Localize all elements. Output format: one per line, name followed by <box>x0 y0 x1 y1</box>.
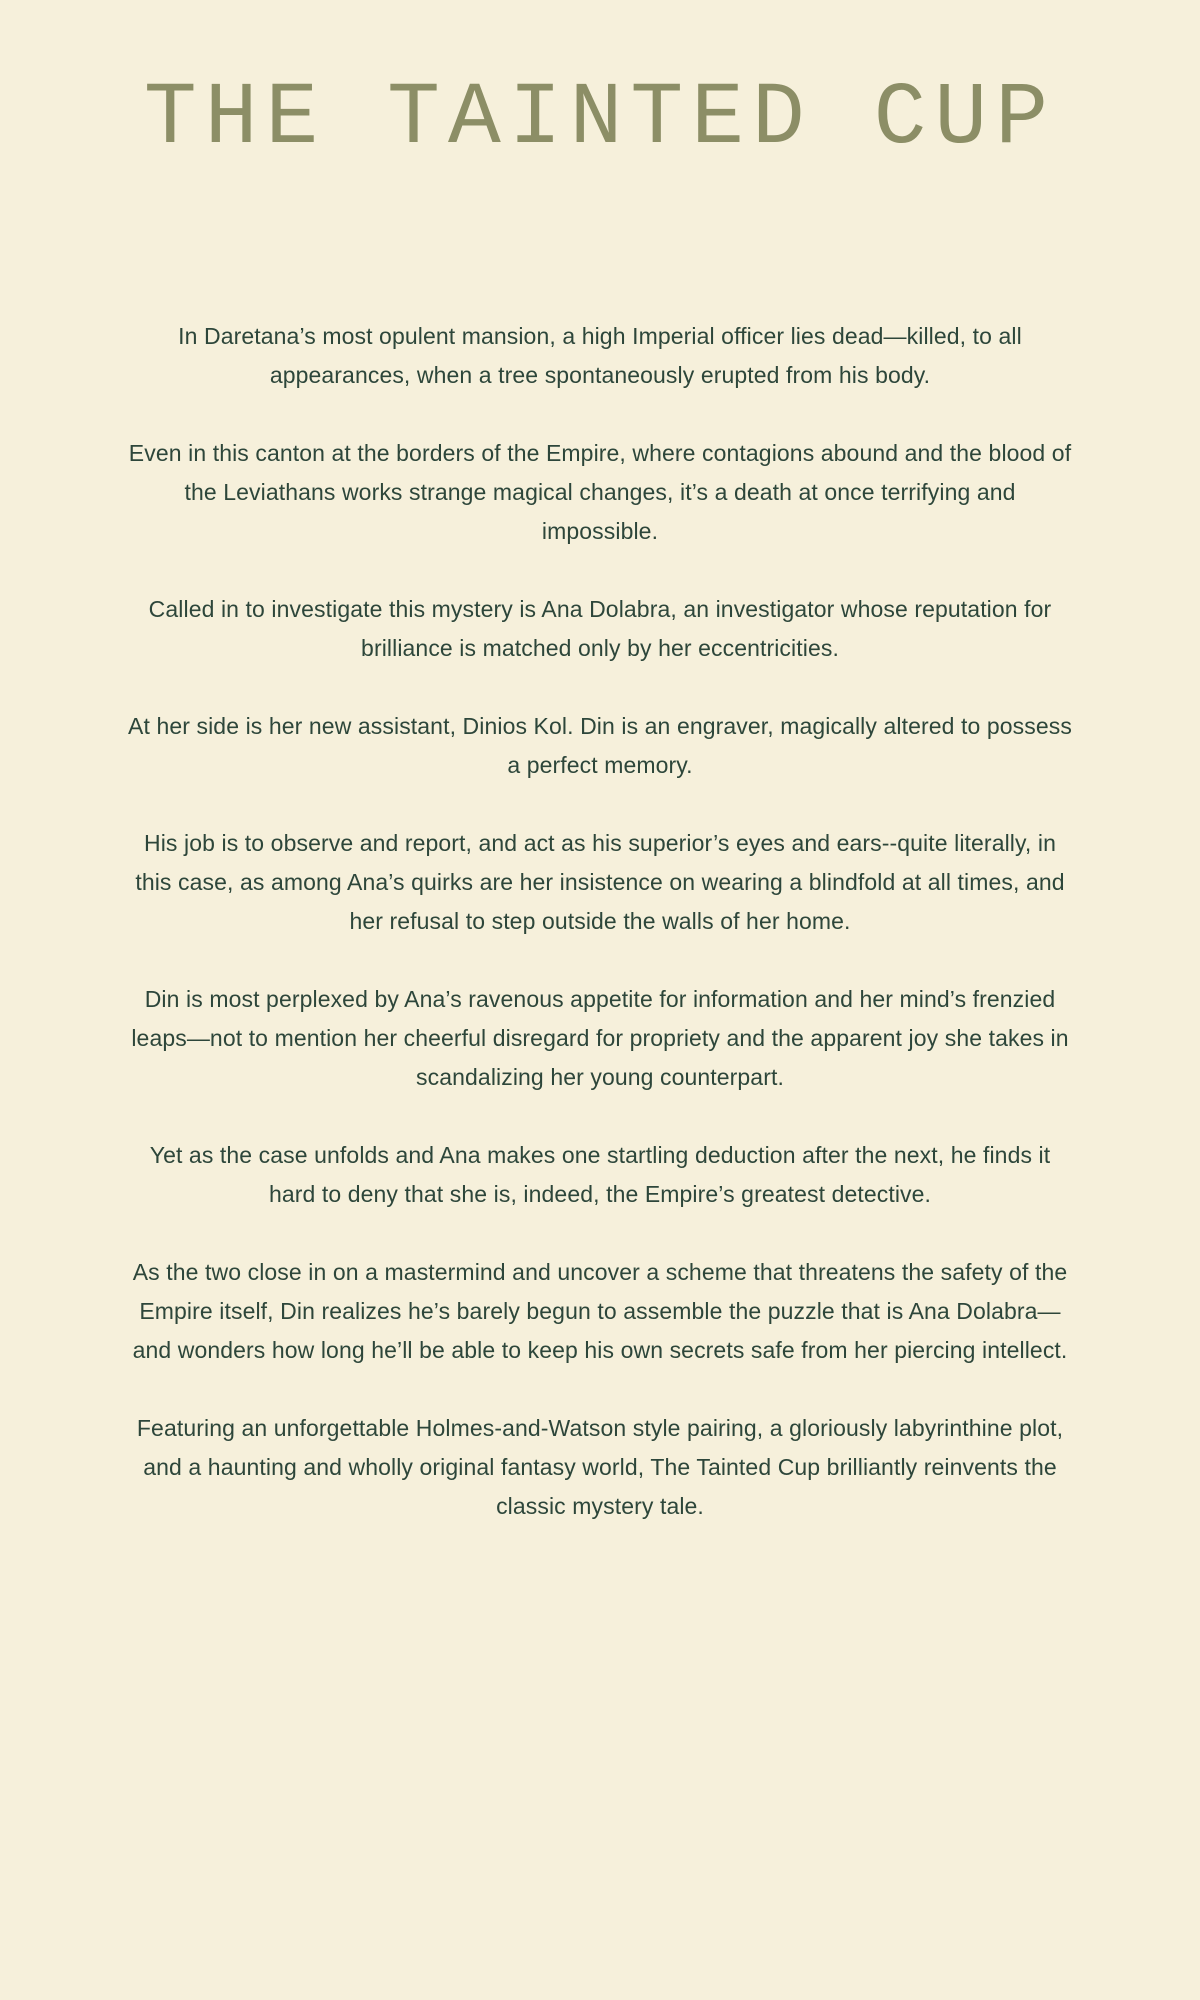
synopsis-paragraph: At her side is her new assistant, Dinios Kol. Din is an engraver, magically altered to possess a perfect memory. <box>128 712 1072 778</box>
page-title: THE TAINTED CUP <box>143 70 1057 169</box>
synopsis-paragraph: His job is to observe and report, and act as his superior’s eyes and ears--quite literally, in this case, as among Ana’s quirks are her insistence on wearing a blindfold at all times, and her refusal to step outside the walls of her home. <box>135 829 1065 934</box>
synopsis-paragraph: Even in this canton at the borders of the Empire, where contagions abound and the blood of the Leviathans works strange magical changes, it’s a death at once terrifying and impossible. <box>128 439 1072 544</box>
synopsis-paragraph: In Daretana’s most opulent mansion, a high Imperial officer lies dead—killed, to all appearances, when a tree spontaneously erupted from his body. <box>178 322 1022 388</box>
synopsis-paragraph: Din is most perplexed by Ana’s ravenous appetite for information and her mind’s frenzied leaps—not to mention her cheerful disregard for propriety and the apparent joy she takes in scandalizing her young counterpart. <box>131 985 1069 1090</box>
book-synopsis <box>124 317 1076 1526</box>
synopsis-paragraph: Featuring an unforgettable Holmes-and-Watson style pairing, a gloriously labyrinthine plot, and a haunting and wholly original fantasy world, The Tainted Cup brilliantly reinvents the classic mystery tale. <box>136 1414 1064 1519</box>
synopsis-paragraph: Yet as the case unfolds and Ana makes one startling deduction after the next, he finds it hard to deny that she is, indeed, the Empire’s greatest detective. <box>149 1141 1051 1207</box>
synopsis-paragraph: As the two close in on a mastermind and uncover a scheme that threatens the safety of the Empire itself, Din realizes he’s barely begun to assemble the puzzle that is Ana Dolabra—and wonders how long he’ll be able to keep his own secrets safe from her piercing intellect. <box>132 1258 1068 1363</box>
synopsis-paragraph: Called in to investigate this mystery is Ana Dolabra, an investigator whose reputation for brilliance is matched only by her eccentricities. <box>148 595 1052 661</box>
